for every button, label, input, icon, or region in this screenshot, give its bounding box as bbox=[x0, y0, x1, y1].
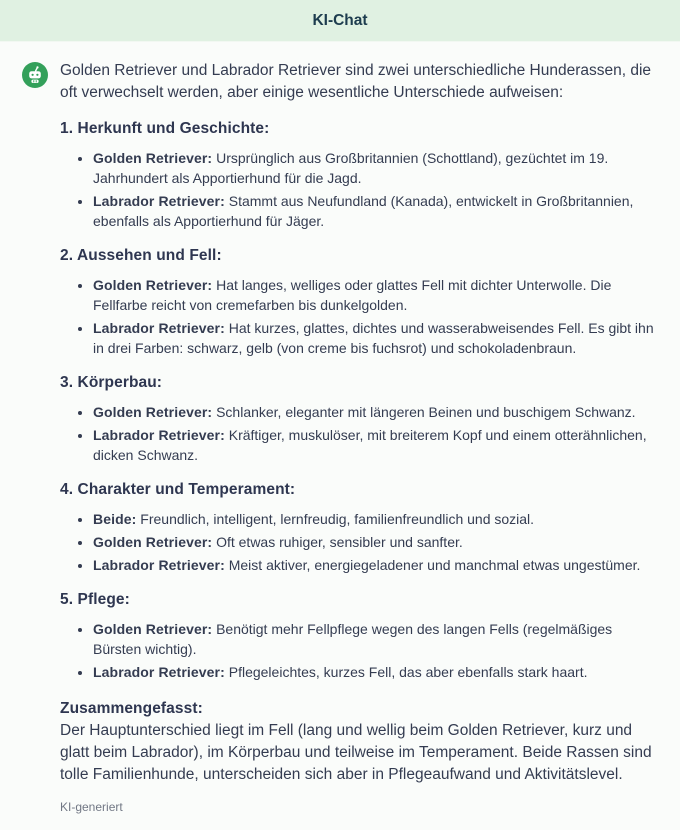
bullet-label: Beide: bbox=[93, 511, 137, 527]
bullet-label: Labrador Retriever: bbox=[93, 320, 225, 336]
bullet-text: Hat kurzes, glattes, dichtes und wasserabweisendes Fell. Es gibt ihn in drei Farben: schwarz, gelb (von creme bis fuchsrot) und schokoladenbraun. bbox=[93, 320, 654, 356]
bullet-item bbox=[93, 425, 656, 465]
bullet-label: Golden Retriever: bbox=[93, 404, 213, 420]
section-bullet-list bbox=[60, 402, 656, 465]
bullet-item bbox=[93, 509, 656, 529]
bullet-item bbox=[93, 662, 656, 682]
bullet-text: Benötigt mehr Fellpflege wegen des langen Fells (regelmäßiges Bürsten wichtig). bbox=[93, 621, 613, 657]
bullet-text: Freundlich, intelligent, lernfreudig, familienfreundlich und sozial. bbox=[140, 511, 535, 527]
bullet-text: Stammt aus Neufundland (Kanada), entwickelt in Großbritannien, ebenfalls als Apportierhund für Jäger. bbox=[93, 193, 634, 229]
section-bullet-list bbox=[60, 275, 656, 358]
bullet-item bbox=[93, 402, 656, 422]
bullet-item bbox=[93, 318, 656, 358]
bullet-text: Ursprünglich aus Großbritannien (Schottland), gezüchtet im 19. Jahrhundert als Apportierhund für die Jagd. bbox=[93, 150, 609, 186]
bullet-text: Meist aktiver, energiegeladener und manchmal etwas ungestümer. bbox=[228, 557, 641, 573]
bullet-label: Labrador Retriever: bbox=[93, 664, 225, 680]
section-bullet-list bbox=[60, 619, 656, 682]
bullet-label: Golden Retriever: bbox=[93, 277, 213, 293]
bullet-item bbox=[93, 148, 656, 188]
bullet-label: Labrador Retriever: bbox=[93, 557, 225, 573]
section-heading: 4. Charakter und Temperament: bbox=[60, 481, 296, 498]
bullet-item bbox=[93, 619, 656, 659]
ai-avatar bbox=[22, 62, 48, 88]
section-bullet-list bbox=[60, 148, 656, 231]
bullet-text: Schlanker, eleganter mit längeren Beinen und buschigem Schwanz. bbox=[216, 404, 636, 420]
message-sections bbox=[60, 120, 656, 682]
summary-text: Der Hauptunterschied liegt im Fell (lang und wellig beim Golden Retriever, kurz und glatt beim Labrador), im Körperbau und teilweise im Temperament. Beide Rassen sind tolle Familienhunde, unterscheiden sich aber in Pflegeaufwand und Aktivitätslevel. bbox=[60, 722, 652, 783]
bullet-label: Golden Retriever: bbox=[93, 150, 213, 166]
section-heading: 2. Aussehen und Fell: bbox=[60, 247, 222, 264]
robot-icon bbox=[22, 62, 48, 88]
bullet-text: Oft etwas ruhiger, sensibler und sanfter. bbox=[216, 534, 463, 550]
bullet-label: Golden Retriever: bbox=[93, 534, 213, 550]
chat-area bbox=[0, 42, 680, 830]
section-heading: 5. Pflege: bbox=[60, 591, 130, 608]
page-title: KI-Chat bbox=[312, 11, 368, 29]
bullet-text: Pflegeleichtes, kurzes Fell, das aber ebenfalls stark haart. bbox=[228, 664, 588, 680]
bullet-label: Golden Retriever: bbox=[93, 621, 213, 637]
bullet-text: Hat langes, welliges oder glattes Fell mit dichter Unterwolle. Die Fellfarbe reicht von cremefarben bis dunkelgolden. bbox=[93, 277, 612, 313]
bullet-label: Labrador Retriever: bbox=[93, 193, 225, 209]
ai-generated-label: KI-generiert bbox=[60, 800, 123, 814]
bullet-text: Kräftiger, muskulöser, mit breiterem Kopf und einem otterähnlichen, dicken Schwanz. bbox=[93, 427, 647, 463]
bullet-item bbox=[93, 555, 656, 575]
bullet-item bbox=[93, 532, 656, 552]
section-heading: 3. Körperbau: bbox=[60, 374, 163, 391]
bullet-item bbox=[93, 275, 656, 315]
section-bullet-list bbox=[60, 509, 656, 575]
message-content bbox=[60, 60, 656, 814]
message-intro: Golden Retriever und Labrador Retriever sind zwei unterschiedliche Hunderassen, die oft verwechselt werden, aber einige wesentliche Unterschiede aufweisen: bbox=[60, 62, 652, 101]
bullet-label: Labrador Retriever: bbox=[93, 427, 225, 443]
bullet-item bbox=[93, 191, 656, 231]
section-heading: 1. Herkunft und Geschichte: bbox=[60, 120, 270, 137]
summary-heading: Zusammengefasst: bbox=[60, 700, 203, 717]
app-header bbox=[0, 0, 680, 42]
ai-message bbox=[22, 60, 656, 814]
